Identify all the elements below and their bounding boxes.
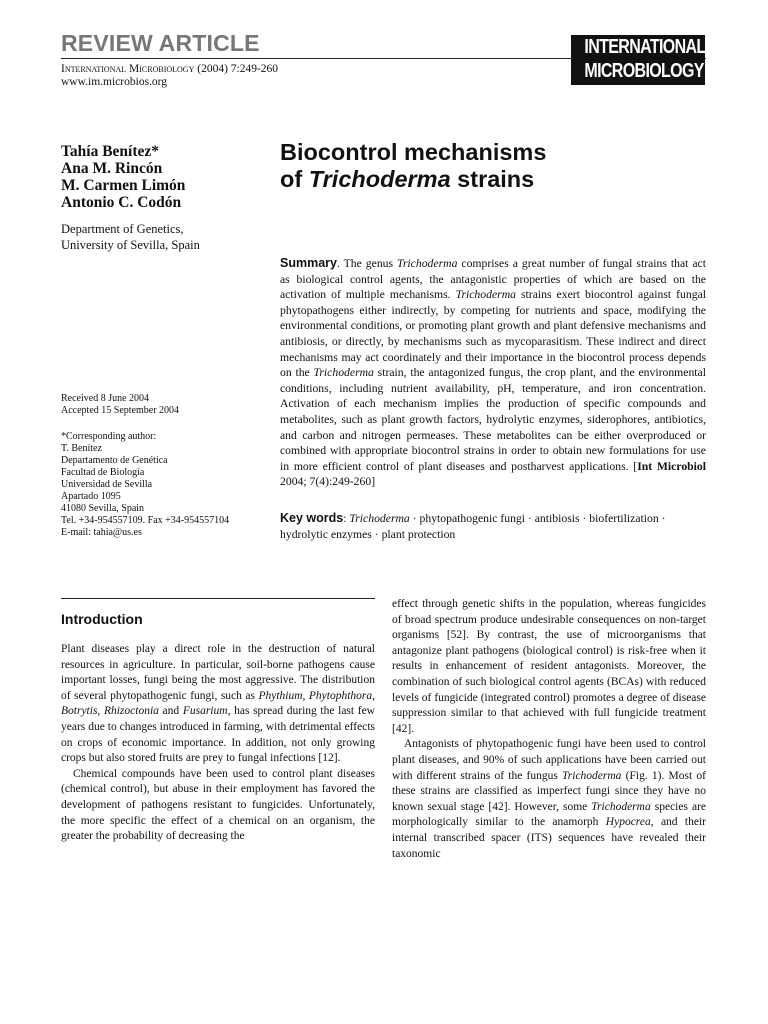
- body-text: ,: [97, 705, 104, 718]
- logo-line-2: MICROBIOLOGY: [584, 60, 704, 82]
- article-type-label: REVIEW ARTICLE: [61, 30, 260, 56]
- genus-name: Trichoderma: [313, 366, 374, 380]
- correspondence-line: Facultad de Biología: [61, 467, 145, 478]
- genus-name: Trichoderma: [397, 257, 458, 270]
- keywords: [280, 510, 706, 543]
- affiliation-line: Department of Genetics,: [61, 222, 184, 236]
- title-text: strains: [450, 166, 535, 192]
- logo-line-1: INTERNATIONAL: [584, 36, 706, 58]
- section-rule: [61, 598, 375, 599]
- summary-text: strain, the antagonized fungus, the crop plant, and the environmental conditions, including nutrient availability, pH, temperature, and iron concentration. Activation of each mechanism implies the production of specific compounds and metabolites, such as plant growth factors, hydrolytic enzymes, siderophores, antibiotics, and carbon and nitrogen permeases. These metabolites can be either overproduced or combined with appropriate biocontrol strains in order to obtain new formulations for use in more efficient control of plant diseases and postharvest applications. [: [280, 366, 706, 473]
- body-text: ,: [302, 689, 309, 702]
- body-text: , has spread during the last few years due to changes introduced in farming, with detrimental effects on crops of economic importance. In addition, not only growing crops but also stored fruits are prey to fungal infections [12].: [61, 705, 375, 765]
- author: Antonio C. Codón: [61, 194, 182, 211]
- section-heading-introduction: Introduction: [61, 611, 143, 627]
- genus-name: Phythium: [258, 689, 303, 702]
- title-text: of: [280, 166, 309, 192]
- summary-citation: Int Microbiol: [637, 459, 706, 473]
- body-column-right: [392, 597, 706, 862]
- summary-label: Summary: [280, 256, 337, 270]
- summary-text: 2004; 7(4):249-260]: [280, 475, 376, 489]
- keywords-separator: :: [343, 512, 350, 525]
- correspondence-line: Apartado 1095: [61, 491, 121, 502]
- body-text: , and their internal transcribed spacer (ITS) sequences have revealed their taxonomic: [392, 816, 706, 860]
- author: Ana M. Rincón: [61, 160, 163, 177]
- genus-name: Trichoderma: [591, 800, 651, 813]
- author: Tahía Benítez*: [61, 143, 160, 160]
- author-list: [61, 143, 185, 211]
- received-date: Received 8 June 2004: [61, 393, 150, 404]
- summary-paragraph: [280, 256, 706, 490]
- correspondence-line: Tel. +34-954557109. Fax +34-954557104: [61, 515, 230, 526]
- keywords-label: Key words: [280, 511, 344, 525]
- keywords-list: · phytopathogenic fungi · antibiosis · biofertilization · hydrolytic enzymes · plant protection: [280, 512, 666, 541]
- journal-volume: (2004) 7:249-260: [194, 63, 279, 75]
- title-genus: Trichoderma: [308, 166, 451, 192]
- body-text: Plant diseases play a direct role in the destruction of natural resources in agriculture. In particular, soil-borne pathogens cause important losses, fungi being the most aggressive. The distribution of several phytopathogenic fungi, such as: [61, 643, 375, 702]
- correspondence-line: *Corresponding author:: [61, 431, 157, 442]
- title-line-2: [280, 166, 546, 193]
- journal-citation: [61, 63, 278, 76]
- summary-text: . The genus: [336, 257, 398, 270]
- correspondence-line: Universidad de Sevilla: [61, 479, 153, 490]
- affiliation-line: University of Sevilla, Spain: [61, 238, 200, 252]
- genus-name: Rhizoctonia: [103, 705, 159, 718]
- body-text: ,: [372, 689, 376, 702]
- body-text: species are morphologically similar to the anamorph: [392, 800, 707, 829]
- genus-name: Fusarium: [182, 705, 228, 718]
- genus-name: Hypocrea: [605, 816, 651, 829]
- genus-name: Phytophthora: [308, 689, 373, 702]
- accepted-date: Accepted 15 September 2004: [61, 405, 180, 416]
- author: M. Carmen Limón: [61, 177, 186, 194]
- body-paragraph: [392, 737, 706, 862]
- title-line-1: Biocontrol mechanisms: [280, 139, 547, 165]
- journal-logo: [571, 35, 705, 85]
- body-text: (Fig. 1). Most of these strains are classified as imperfect fungi since they have no known sexual stage [42]. However, some: [392, 769, 706, 813]
- journal-name: International Microbiology: [61, 63, 195, 75]
- body-paragraph: Chemical compounds have been used to control plant diseases (chemical control), but abuse in their employment has favored the development of pathogens resistant to fungicides. Unfortunately, the more specific the effect of a chemical on an organism, the greater the probability of decreasing the: [61, 767, 375, 843]
- correspondence-block: [61, 431, 229, 539]
- keyword-genus: Trichoderma: [349, 512, 410, 525]
- article-title: [280, 139, 546, 193]
- correspondence-line: Departamento de Genética: [61, 455, 168, 466]
- correspondence-line: T. Benítez: [61, 443, 102, 454]
- summary-text: comprises a great number of fungal strains that act as biological control agents, the antagonistic properties of which are based on the activation of multiple mechanisms.: [280, 257, 706, 302]
- affiliation: [61, 221, 200, 253]
- genus-name: Botrytis: [61, 705, 98, 718]
- summary-text: strains exert biocontrol against fungal phytopathogens either indirectly, by competing for nutrients and space, modifying the environmental conditions, or promoting plant growth and plant defensive mechanisms and antibiosis, or directly, by mechanisms such as mycoparasitism. These indirect and direct mechanisms may act coordinately and their importance in the biocontrol process depends on the: [280, 288, 706, 380]
- journal-url[interactable]: www.im.microbios.org: [61, 76, 168, 88]
- genus-name: Trichoderma: [562, 769, 622, 782]
- body-paragraph: effect through genetic shifts in the population, whereas fungicides of broad spectrum produce undesirable consequences on non-target organisms [52]. By contrast, the use of microorganisms that antagonize plant pathogens (biological control) is risk-free when it results in enhancement of resident antagonists. Moreover, the combination of such biological control agents (BCAs) with reduced levels of fungicide (integrated control) promotes a degree of disease suppression similar to that achieved with full fungicide treatment [42].: [392, 598, 706, 735]
- body-paragraph: [61, 642, 375, 767]
- body-column-left: [61, 642, 375, 845]
- correspondence-email[interactable]: E-mail: tahia@us.es: [61, 527, 142, 538]
- body-text: Antagonists of phytopathogenic fungi have been used to control plant diseases, and 90% of such applications have been carried out with different strains of the fungus: [392, 738, 706, 782]
- genus-name: Trichoderma: [455, 288, 516, 302]
- body-text: and: [158, 705, 183, 718]
- correspondence-line: 41080 Sevilla, Spain: [61, 503, 145, 514]
- article-dates: [61, 393, 179, 417]
